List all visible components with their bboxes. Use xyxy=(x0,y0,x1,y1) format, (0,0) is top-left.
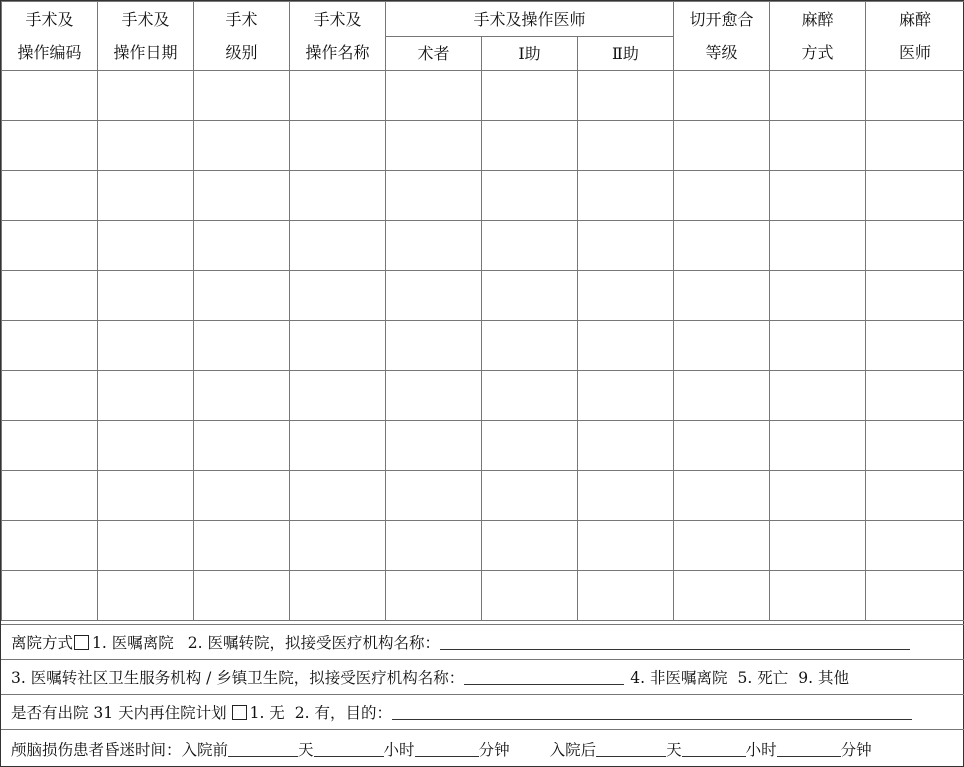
unit-minute: 分钟 xyxy=(478,740,510,759)
table-cell[interactable] xyxy=(674,371,770,421)
table-cell[interactable] xyxy=(98,221,194,271)
table-cell[interactable] xyxy=(2,421,98,471)
table-cell[interactable] xyxy=(866,121,964,171)
table-cell[interactable] xyxy=(770,121,866,171)
unit-minute: 分钟 xyxy=(840,740,872,759)
table-cell[interactable] xyxy=(674,171,770,221)
table-cell[interactable] xyxy=(98,571,194,621)
table-cell[interactable] xyxy=(194,571,290,621)
table-cell[interactable] xyxy=(578,521,674,571)
table-cell[interactable] xyxy=(2,71,98,121)
table-cell[interactable] xyxy=(194,371,290,421)
table-cell[interactable] xyxy=(194,421,290,471)
table-cell[interactable] xyxy=(482,371,578,421)
coma-before-minutes-field[interactable] xyxy=(415,741,479,757)
table-row xyxy=(2,221,964,271)
table-cell[interactable] xyxy=(290,521,386,571)
unit-hour: 小时 xyxy=(745,740,777,759)
table-cell[interactable] xyxy=(770,371,866,421)
table-cell[interactable] xyxy=(674,571,770,621)
discharge-method-row xyxy=(1,624,964,659)
table-cell[interactable] xyxy=(386,421,482,471)
readmission-option-2: 2. 有，目的： xyxy=(294,704,393,722)
header-op-code: 手术及 操作编码 xyxy=(2,2,98,71)
coma-time-row xyxy=(1,729,964,767)
table-row xyxy=(2,571,964,621)
table-row xyxy=(2,521,964,571)
table-cell[interactable] xyxy=(2,471,98,521)
table-cell[interactable] xyxy=(2,271,98,321)
discharge-section xyxy=(1,624,964,767)
table-cell[interactable] xyxy=(2,221,98,271)
table-cell[interactable] xyxy=(578,71,674,121)
table-cell[interactable] xyxy=(578,571,674,621)
coma-after-hours-field[interactable] xyxy=(682,741,746,757)
header-incision-grade: 切开愈合 等级 xyxy=(674,2,770,71)
table-cell[interactable] xyxy=(290,421,386,471)
table-row xyxy=(2,321,964,371)
header-op-date: 手术及 操作日期 xyxy=(98,2,194,71)
discharge-option-3: 3. 医嘱转社区卫生服务机构 / 乡镇卫生院，拟接受医疗机构名称： xyxy=(11,669,465,687)
table-cell[interactable] xyxy=(2,121,98,171)
table-cell[interactable] xyxy=(482,171,578,221)
table-cell[interactable] xyxy=(98,121,194,171)
table-cell[interactable] xyxy=(674,221,770,271)
header-assistant-2: Ⅱ助 xyxy=(578,37,674,71)
table-cell[interactable] xyxy=(2,571,98,621)
unit-hour: 小时 xyxy=(383,740,415,759)
table-cell[interactable] xyxy=(290,171,386,221)
table-cell[interactable] xyxy=(482,521,578,571)
coma-after-label: 入院后 xyxy=(549,740,597,759)
coma-before-label: 入院前 xyxy=(181,740,229,759)
table-cell[interactable] xyxy=(98,271,194,321)
table-cell[interactable] xyxy=(290,71,386,121)
table-cell[interactable] xyxy=(578,121,674,171)
table-cell[interactable] xyxy=(194,121,290,171)
table-cell[interactable] xyxy=(482,271,578,321)
table-row xyxy=(2,471,964,521)
table-cell[interactable] xyxy=(770,421,866,471)
table-cell[interactable] xyxy=(2,321,98,371)
discharge-option-2: 2. 医嘱转院，拟接受医疗机构名称： xyxy=(187,634,440,652)
discharge-label: 离院方式 xyxy=(11,634,74,652)
table-row xyxy=(2,71,964,121)
table-cell[interactable] xyxy=(770,271,866,321)
table-row xyxy=(2,171,964,221)
readmission-row xyxy=(1,694,964,729)
table-cell[interactable] xyxy=(866,471,964,521)
table-cell[interactable] xyxy=(770,321,866,371)
readmission-checkbox[interactable] xyxy=(232,705,247,720)
table-cell[interactable] xyxy=(98,521,194,571)
table-cell[interactable] xyxy=(98,421,194,471)
header-surgeons-group: 手术及操作医师 xyxy=(386,2,674,37)
table-cell[interactable] xyxy=(866,421,964,471)
table-cell[interactable] xyxy=(386,521,482,571)
table-cell[interactable] xyxy=(194,521,290,571)
table-cell[interactable] xyxy=(194,71,290,121)
table-row xyxy=(2,421,964,471)
table-cell[interactable] xyxy=(482,221,578,271)
table-cell[interactable] xyxy=(482,71,578,121)
table-cell[interactable] xyxy=(386,121,482,171)
table-cell[interactable] xyxy=(482,421,578,471)
header-anesthetist: 麻醉 医师 xyxy=(866,2,964,71)
table-cell[interactable] xyxy=(2,371,98,421)
table-cell[interactable] xyxy=(290,471,386,521)
table-cell[interactable] xyxy=(866,371,964,421)
table-cell[interactable] xyxy=(866,71,964,121)
table-cell[interactable] xyxy=(386,371,482,421)
readmission-label: 是否有出院 31 天内再住院计划 xyxy=(11,704,227,722)
table-cell[interactable] xyxy=(290,371,386,421)
table-row xyxy=(2,271,964,321)
coma-before-hours-field[interactable] xyxy=(314,741,384,757)
table-cell[interactable] xyxy=(290,121,386,171)
table-cell[interactable] xyxy=(770,571,866,621)
coma-before-days-field[interactable] xyxy=(228,741,298,757)
table-cell[interactable] xyxy=(386,571,482,621)
header-surgeon: 术者 xyxy=(386,37,482,71)
readmission-purpose-field[interactable] xyxy=(392,704,912,720)
table-cell[interactable] xyxy=(386,471,482,521)
discharge-option-4: 4. 非医嘱离院 xyxy=(630,669,728,687)
table-cell[interactable] xyxy=(674,71,770,121)
table-cell[interactable] xyxy=(770,471,866,521)
table-cell[interactable] xyxy=(194,171,290,221)
table-cell[interactable] xyxy=(578,321,674,371)
table-cell[interactable] xyxy=(2,171,98,221)
table-cell[interactable] xyxy=(194,321,290,371)
table-cell[interactable] xyxy=(578,171,674,221)
table-cell[interactable] xyxy=(578,371,674,421)
table-cell[interactable] xyxy=(578,471,674,521)
table-cell[interactable] xyxy=(578,221,674,271)
table-cell[interactable] xyxy=(98,171,194,221)
table-cell[interactable] xyxy=(194,271,290,321)
table-cell[interactable] xyxy=(482,321,578,371)
discharge-option-9: 9. 其他 xyxy=(798,669,849,687)
discharge-option-5: 5. 死亡 xyxy=(737,669,789,687)
table-cell[interactable] xyxy=(290,321,386,371)
table-cell[interactable] xyxy=(2,521,98,571)
table-cell[interactable] xyxy=(866,171,964,221)
header-assistant-1: Ⅰ助 xyxy=(482,37,578,71)
table-cell[interactable] xyxy=(98,371,194,421)
table-cell[interactable] xyxy=(98,321,194,371)
discharge-option-1: 1. 医嘱离院 xyxy=(92,634,174,652)
table-cell[interactable] xyxy=(674,121,770,171)
table-cell[interactable] xyxy=(194,471,290,521)
unit-day: 天 xyxy=(666,740,682,759)
transfer-institution-field[interactable] xyxy=(440,634,910,650)
table-cell[interactable] xyxy=(194,221,290,271)
table-row xyxy=(2,371,964,421)
table-cell[interactable] xyxy=(386,321,482,371)
table-cell[interactable] xyxy=(386,171,482,221)
table-cell[interactable] xyxy=(386,221,482,271)
table-cell[interactable] xyxy=(770,71,866,121)
table-cell[interactable] xyxy=(770,221,866,271)
readmission-option-1: 1. 无 xyxy=(249,704,285,722)
table-row xyxy=(2,121,964,171)
table-cell[interactable] xyxy=(290,571,386,621)
table-cell[interactable] xyxy=(866,271,964,321)
header-op-name: 手术及 操作名称 xyxy=(290,2,386,71)
discharge-options-row xyxy=(1,659,964,694)
table-cell[interactable] xyxy=(98,471,194,521)
header-op-level: 手术 级别 xyxy=(194,2,290,71)
surgery-table xyxy=(1,1,964,621)
table-cell[interactable] xyxy=(866,571,964,621)
table-cell[interactable] xyxy=(386,271,482,321)
table-cell[interactable] xyxy=(482,571,578,621)
table-cell[interactable] xyxy=(578,271,674,321)
coma-after-minutes-field[interactable] xyxy=(777,741,841,757)
table-cell[interactable] xyxy=(578,421,674,471)
table-cell[interactable] xyxy=(866,521,964,571)
table-cell[interactable] xyxy=(866,221,964,271)
header-anesthesia-method: 麻醉 方式 xyxy=(770,2,866,71)
table-cell[interactable] xyxy=(482,471,578,521)
table-cell[interactable] xyxy=(674,421,770,471)
coma-label: 颅脑损伤患者昏迷时间： xyxy=(11,740,182,759)
table-cell[interactable] xyxy=(674,321,770,371)
community-institution-field[interactable] xyxy=(464,669,624,685)
table-cell[interactable] xyxy=(674,271,770,321)
discharge-checkbox[interactable] xyxy=(74,635,89,650)
table-cell[interactable] xyxy=(290,271,386,321)
table-cell[interactable] xyxy=(482,121,578,171)
table-cell[interactable] xyxy=(386,71,482,121)
table-cell[interactable] xyxy=(674,471,770,521)
unit-day: 天 xyxy=(298,740,314,759)
table-cell[interactable] xyxy=(866,321,964,371)
coma-after-days-field[interactable] xyxy=(596,741,666,757)
table-cell[interactable] xyxy=(290,221,386,271)
table-cell[interactable] xyxy=(770,171,866,221)
table-cell[interactable] xyxy=(98,71,194,121)
table-cell[interactable] xyxy=(674,521,770,571)
table-cell[interactable] xyxy=(770,521,866,571)
